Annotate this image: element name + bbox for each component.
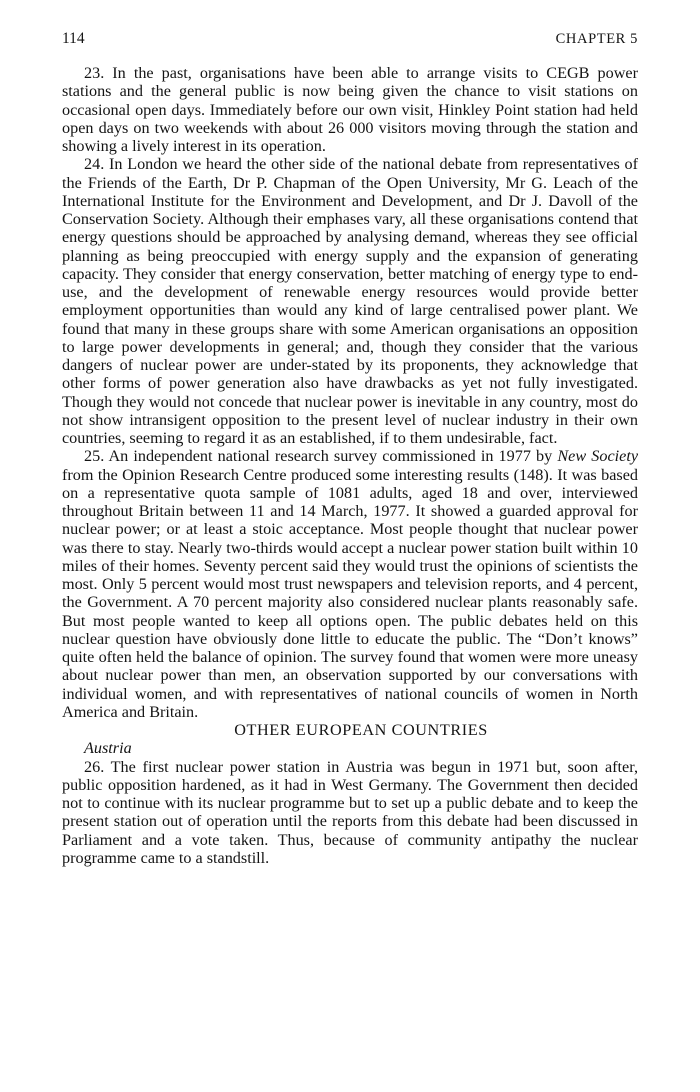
subsection-heading: Austria — [84, 739, 132, 758]
page-number: 114 — [62, 30, 85, 47]
chapter-label: CHAPTER 5 — [555, 31, 638, 47]
paragraph-26: 26. The first nuclear power station in Austria was begun in 1971 but, soon after, public opposition hardened, as it had in West Germany. The Government then decided not to continue with its nuclear programme but to set up a public debate and to keep the present station out of operation until the reports from this debate had been discussed in Parliament and a vote taken. Thus, because of community antipathy the nuclear programme came to a standstill. — [62, 757, 638, 867]
paragraph-25-rest: from the Opinion Research Centre produced some interesting results (148). It was based on a representative quota sample of 1081 adults, aged 18 and over, interviewed throughout Britain between 11 and 14 March, 1977. It showed a guarded approval for nuclear power; or at least a stoic acceptance. Most people thought that nuclear power was there to stay. Nearly two-thirds would accept a nuclear power station built within 10 miles of their homes. Seventy percent said they would trust the opinions of scientists the most. Only 5 percent would most trust newspapers and television reports, and 4 percent, the Government. A 70 percent majority also considered nuclear plants reasonably safe. But most people wanted to keep all options open. The public debates held on this nuclear question have obviously done little to educate the public. The “Don’t knows” quite often held the balance of opinion. The survey found that women were more uneasy about nuclear power than men, an observation supported by our conversations with individual women, and with representatives of national councils of women in North America and Britain. — [62, 465, 638, 721]
paragraph-23: 23. In the past, organisations have been able to arrange visits to CEGB power stations and the general public is now being given the chance to visit stations on occasional open days. Immediately before our own visit, Hinkley Point station had held open days on two weekends with about 26 000 visitors moving through the station and showing a lively interest in its operation. — [62, 64, 638, 155]
paragraph-25 — [62, 447, 638, 721]
body-text — [62, 64, 638, 867]
publication-title: New Society — [557, 447, 639, 466]
section-heading: OTHER EUROPEAN COUNTRIES — [234, 721, 488, 739]
paragraph-24: 24. In London we heard the other side of the national debate from representatives of the Friends of the Earth, Dr P. Chapman of the Open University, Mr G. Leach of the International Institute for the Environment and Development, and Dr J. Davoll of the Conservation Society. Although their emphases vary, all these organisations contend that energy questions should be approached by analysing demand, whereas they see official planning as being preoccupied with energy supply and the expansion of generating capacity. They consider that energy conservation, better matching of energy type to end-use, and the development of renewable energy resources would provide better employment opportunities than would any kind of large centralised power plant. We found that many in these groups share with some American organisations an opposition to large power developments in general; and, though they consider that the various dangers of nuclear power are under-stated by its proponents, they acknowledge that other forms of power generation also have drawbacks as yet not fully investigated. Though they would not concede that nuclear power is inevitable in any country, most do not show intransigent opposition to the present level of nuclear industry in their own countries, seeming to regard it as an established, if to them undesirable, fact. — [62, 155, 638, 447]
paragraph-25-start: 25. An independent national research survey commissioned in 1977 by — [84, 447, 553, 466]
